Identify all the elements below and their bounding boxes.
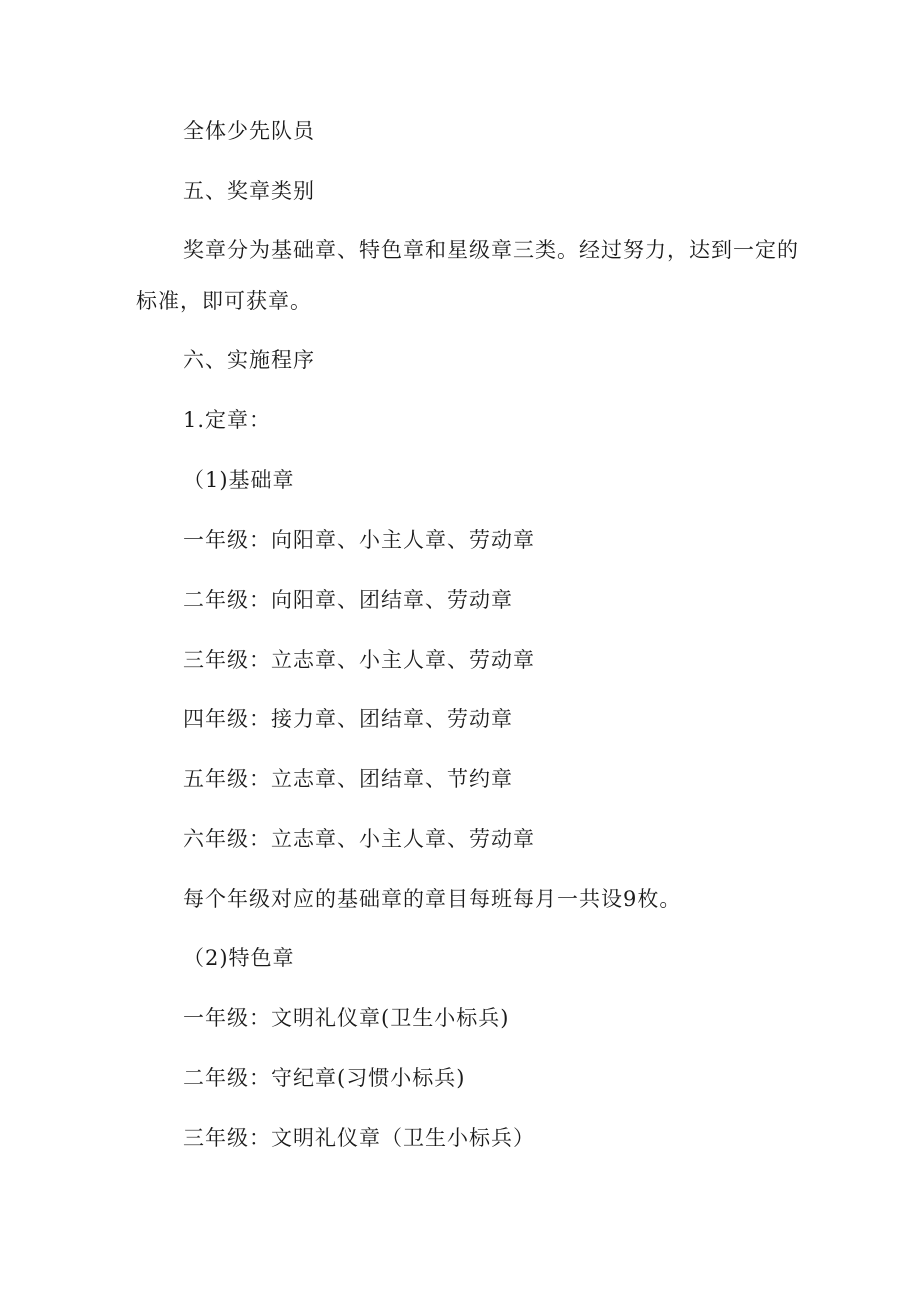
list-item-grade-2-special: 二年级：守纪章(习惯小标兵) (183, 1066, 466, 1090)
heading-section-6: 六、实施程序 (183, 348, 315, 372)
list-item-grade-3-basic: 三年级：立志章、小主人章、劳动章 (183, 648, 535, 672)
paragraph-basic-badge-count: 每个年级对应的基础章的章目每班每月一共设9枚。 (183, 887, 682, 911)
paragraph-badge-types-line-2: 标准，即可获章。 (136, 289, 312, 313)
list-item-grade-5-basic: 五年级：立志章、团结章、节约章 (183, 767, 513, 791)
list-item-grade-1-special: 一年级：文明礼仪章(卫生小标兵) (183, 1006, 510, 1030)
list-item-grade-6-basic: 六年级：立志章、小主人章、劳动章 (183, 827, 535, 851)
list-item-grade-2-basic: 二年级：向阳章、团结章、劳动章 (183, 588, 513, 612)
heading-section-5: 五、奖章类别 (183, 179, 315, 203)
list-item-grade-4-basic: 四年级：接力章、团结章、劳动章 (183, 707, 513, 731)
paragraph-participants: 全体少先队员 (183, 119, 315, 143)
list-item-grade-1-basic: 一年级：向阳章、小主人章、劳动章 (183, 528, 535, 552)
list-item-grade-3-special: 三年级：文明礼仪章（卫生小标兵） (183, 1126, 535, 1150)
subheading-basic-badges: （1)基础章 (183, 468, 295, 492)
subheading-special-badges: （2)特色章 (183, 946, 295, 970)
paragraph-badge-types-line-1: 奖章分为基础章、特色章和星级章三类。经过努力，达到一定的 (183, 238, 799, 262)
subheading-define-badges: 1.定章： (183, 408, 272, 432)
